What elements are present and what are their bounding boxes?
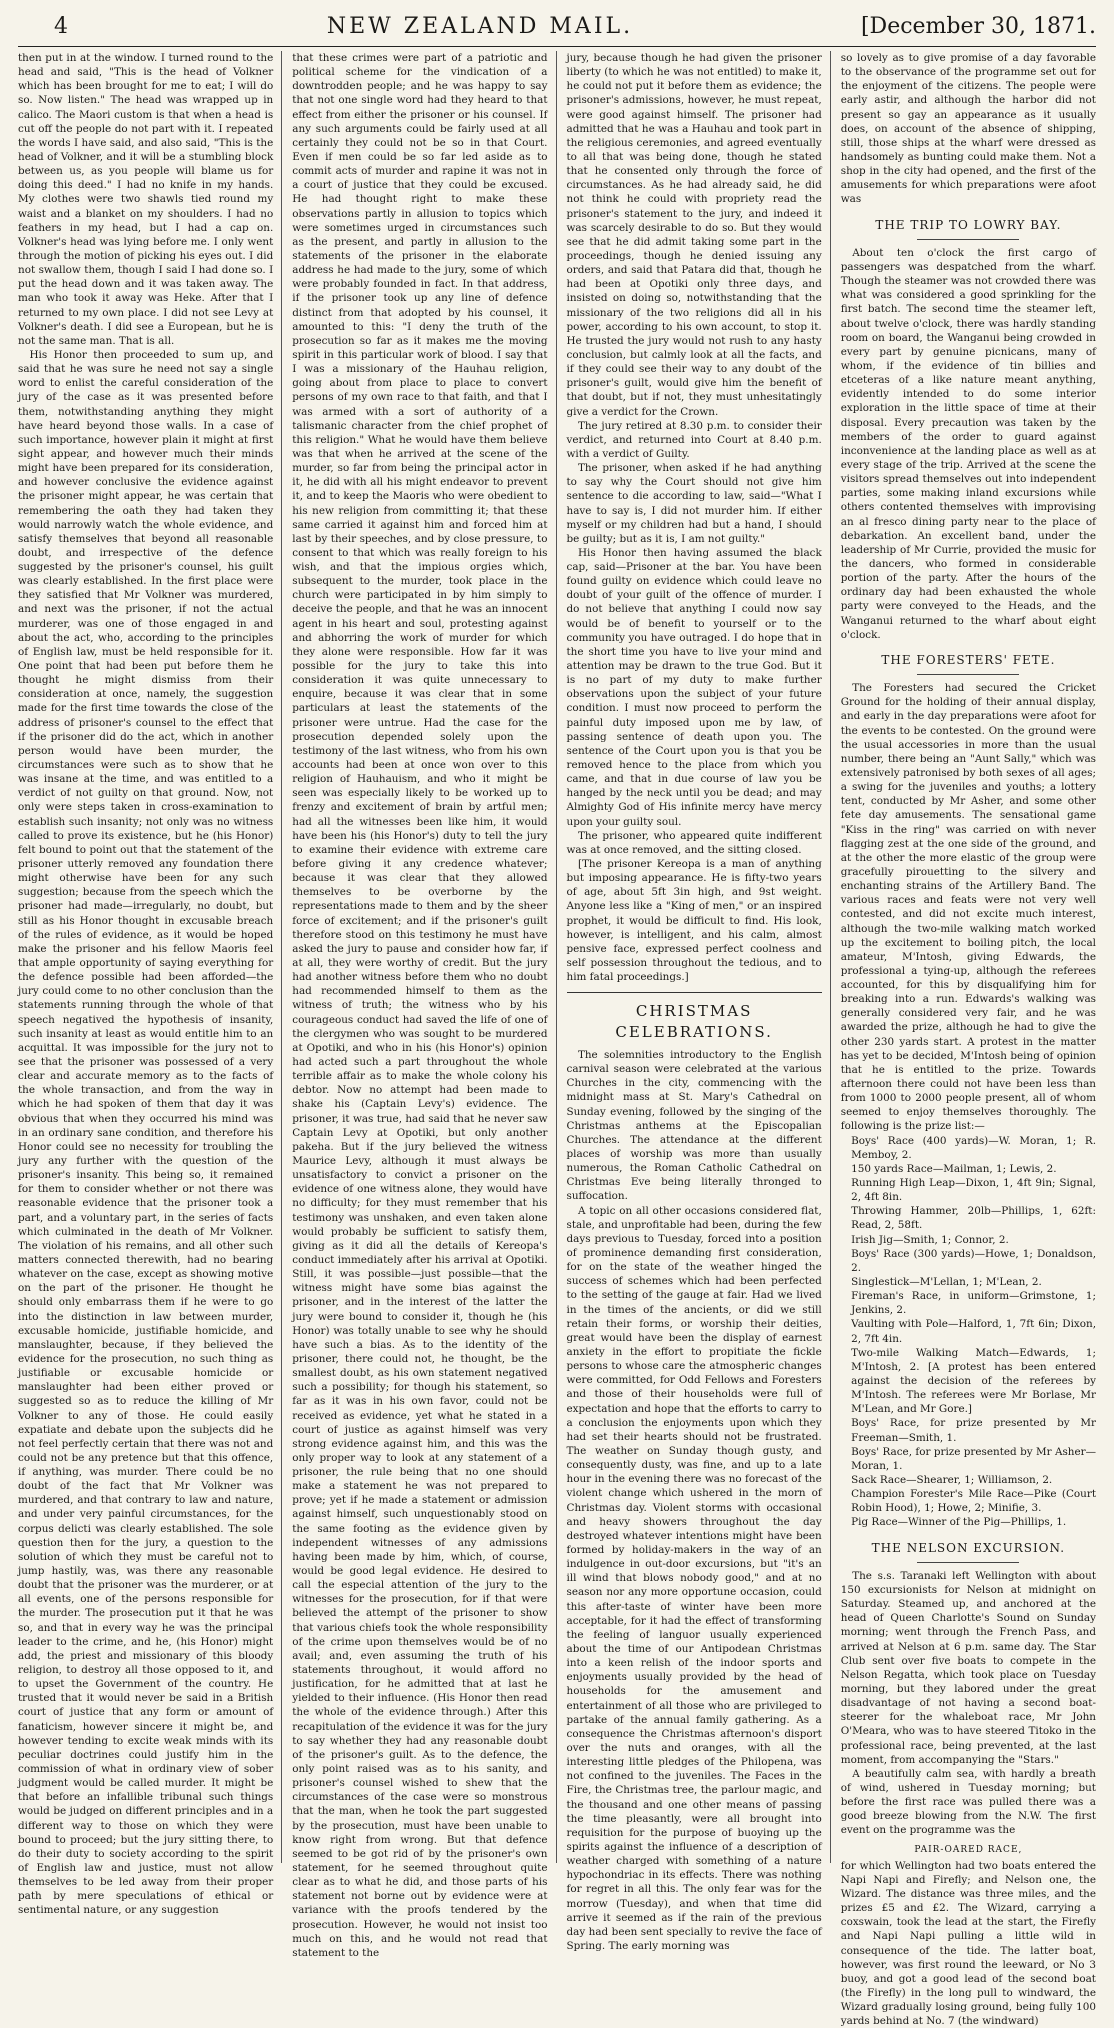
article-paragraph: that these crimes were part of a patriotic and political scheme for the vindication of a downtrodden people; and he was happy to say that not one single word had they heard to that effect from either the prisoner or his counsel. If any such arguments could be fairly used at all certainly they could not be so in that Court. Even if men could be so far led aside as to commit acts of murder and rapine it was not in a court of justice that they could be excused. He had thought right to make these observations partly in allusion to topics which were sometimes urged in circumstances such as the present, and partly in allusion to the statements of the prisoner in the elaborate address he had made to the jury, some of which were probably founded in fact. In that address, if the prisoner took up any line of defence distinct from that adopted by his counsel, it amounted to this: "I deny the truth of the prosecution so far as it makes me the moving spirit in this particular work of blood. I say that I was a missionary of the Hauhau religion, going about from place to place to convert persons of my own race to that faith, and that I was armed with a sort of authority of a talismanic character from the chief prophet of this religion." What he would have them believe was that when he arrived at the scene of the murder, so far from being the principal actor in it, he did with all his might endeavor to prevent it, and to keep the Maoris who were obedient to his new religion from committing it; that these same carried it against him and forced him at last by their speeches, and by close pressure, to consent to that which was really foreign to his wish, and that the impious orgies which, subsequent to the murder, took place in the church were participated in by him simply to deceive the people, and that he was an innocent agent in his heart and soul, protesting against and abhorring the work of murder for which they alone were responsible. How far it was possible for the jury to take this into consideration it was quite unnecessary to enquire, because it was clear that in some particulars at least the statements of the prisoner were untrue. Had the case for the prosecution depended solely upon the testimony of the last witness, who from his own accounts had been at once won over to this religion of Hauhauism, and who it might be seen was especially likely to be worked up to frenzy and excitement of brain by artful men; had all the witnesses been like him, it would have been his (his Honor's) duty to tell the jury to examine their evidence with extreme care before giving it any credence whatever; because it was clear that they allowed themselves to be overborne by the representations made to them and by the sheer force of excitement; and if the prisoner's guilt therefore stood on this testimony he must have asked the jury to pause and consider how far, if at all, they were worthy of credit. But the jury had another witness before them who no doubt had recommended himself to them as the witness of truth; the witness who by his courageous conduct had saved the life of one of the clergymen who was sought to be murdered at Opotiki, and who in his (his Honor's) opinion had acted such a part throughout the whole terrible affair as to make the whole colony his debtor. Now no attempt had been made to shake his (Captain Levy's) evidence. The prisoner, it was true, had said that he never saw Captain Levy at Opotiki, but only another pakeha. But if the jury believed the witness Maurice Levy, although it must always be unsatisfactory to convict a prisoner on the evidence of one witness alone, they would have no difficulty; for they must remember that his testimony was unshaken, and even taken alone would probably be sufficient to satisfy them, giving as it did all the details of Kereopa's conduct immediately after his arrival at Opotiki. Still, it was possible—just possible—that the witness might have some bias against the prisoner, and in the interest of the latter the jury were bound to consider it, though he (his Honor) was totally unable to see why he should have such a bias. As to the identity of the prisoner, there could not, he thought, be the smallest doubt, as his own statement negatived such a possibility; for though his statement, so far as it was in his own favor, could not be received as evidence, yet what he stated in a court of justice as against himself was very strong evidence against him, and this was the only proper way to look at any statement of a prisoner, the rule being that no one should make a statement he was not prepared to prove; yet if he made a statement or admission against himself, such unquestionably stood on the same footing as the evidence given by independent witnesses of any admissions having been made by him, which, of course, would be good legal evidence. He desired to call the especial attention of the jury to the witnesses for the prosecution, for if that were believed the attempt of the prisoner to show that various chiefs took the whole responsibility of the crime upon themselves would be of no avail; and, even assuming the truth of his statements throughout, it would afford no justification, for he admitted that at last he yielded to their influence. (His Honor then read the whole of the evidence through.) After this recapitulation of the evidence it was for the jury to say whether they had any reasonable doubt of the prisoner's guilt. As to the defence, the only point raised was as to his sanity, and prisoner's counsel wished to shew that the circumstances of the case were so monstrous that the man, when he took the part suggested by the prosecution, must have been unable to know right from wrong. But that defence seemed to be got rid of by the prisoner's own statement, for he seemed throughout quite clear as to what he did, and those parts of his statement not borne out by evidence were at variance with the proofs tendered by the prosecution. However, he would not insist too much on this, and he would not read that statement to the bbox=[292, 52, 548, 1959]
prize-list-entry: Boys' Race (400 yards)—W. Moran, 1; R. Memboy, 2. bbox=[851, 1134, 1096, 1161]
prize-list-entry: Pig Race—Winner of the Pig—Phillips, 1. bbox=[851, 1516, 1067, 1529]
prize-list-entry: Irish Jig—Smith, 1; Connor, 2. bbox=[851, 1233, 1009, 1246]
article-paragraph: for which Wellington had two boats entered the Napi Napi and Firefly; and Nelson one, the Wizard. The distance was three miles, and the prizes £5 and £2. The Wizard, carrying a coxswain, took the lead at the start, the Firefly and Napi Napi pulling a little wild in consequence of the tide. The latter boat, however, was first round the leeward, or No 3 buoy, and got a good lead of the second boat (the Firefly) in the long pull to windward, the Wizard gradually losing ground, being fully 100 yards behind at No. 7 (the windward) bbox=[840, 1859, 1096, 2028]
article-paragraph: His Honor then proceeded to sum up, and said that he was sure he need not say a single word to enlist the careful consideration of the jury of the case as it was presented before them, notwithstanding anything they might have heard beyond those walls. In a case of such importance, however plain it might at first sight appear, and however much their minds might have been prepared for its consideration, and however conclusive the evidence against the prisoner might appear, he was certain that remembering the oath they had taken they would narrowly watch the whole evidence, and satisfy themselves that beyond all reasonable doubt, and irrespective of the defence suggested by the prisoner's counsel, his guilt was clearly established. In the first place were they satisfied that Mr Volkner was murdered, and next was the prisoner, if not the actual murderer, was one of those engaged in and about the act, who, according to the principles of English law, must be held responsible for it. One point that had been put before them he thought he might dismiss from their consideration at once, namely, the suggestion made for the first time towards the close of the address of prisoner's counsel to the effect that if the prisoner did do the act, which in another person would have been murder, the circumstances were such as to show that he was insane at the time, and was entitled to a verdict of not guilty on that ground. Now, not only were steps taken in cross-examination to establish such insanity; not only was no witness called to prove its existence, but he (his Honor) felt bound to point out that the statement of the prisoner utterly removed any foundation there might otherwise have been for any such suggestion; because from the speech which the prisoner had made—irregularly, no doubt, but still as his Honor thought in excusable breach of the rules of evidence, as it would be hoped make the prisoner and his fellow Maoris feel that ample opportunity of saying everything for the defence possible had been afforded—the jury could come to no other conclusion than the statements running through the whole of that speech negatived the hypothesis of insanity, such insanity at least as would entitle him to an acquittal. It was impossible for the jury not to see that the prisoner was possessed of a very clear and accurate memory as to the facts of the whole transaction, and from the way in which he had spoken of them that day it was obvious that when they occurred his mind was in an ordinary sane condition, and therefore his Honor could see no necessity for troubling the jury any further with the question of the prisoner's insanity. This being so, it remained for them to consider whether or not there was reasonable evidence that the prisoner took a part, and a voluntary part, in the series of facts which culminated in the death of Mr Volkner. The violation of his remains, and all other such matters connected therewith, had no bearing whatever on the case, except as showing motive on the part of the prisoner. He thought he should only embarrass them if he were to go into the distinction in law between murder, excusable homicide, justifiable homicide, and manslaughter, because, if they believed the evidence for the prosecution, no such thing as justifiable or excusable homicide or manslaughter had been either proved or suggested so as to reduce the killing of Mr Volkner to any of those. He could easily expatiate and debate upon the subjects did he not feel perfectly certain that there was not and could not be any pretence but that this offence, if anything, was murder. There could be no doubt of the fact that Mr Volkner was murdered, and that contrary to law and nature, and under very painful circumstances, for the corpus delicti was clearly established. The sole question then for the jury, a question to the solution of which they must be careful not to jump hastily, was, was there any reasonable doubt that the prisoner was the murderer, or at all events, one of the persons responsible for the murder. The prosecution put it that he was so, and that in every way he was the principal leader to the crime, and he, (his Honor) might add, the priest and missionary of this bloody religion, to destroy all those opposed to it, and to upset the Government of the country. He trusted that it would never be said in a British court of justice that any form or amount of fanaticism, however sincere it might be, and however tending to excite weak minds with its peculiar doctrines could justify him in the commission of what in ordinary view of sober judgment would be called murder. It might be that before an infallible tribunal such things would be judged on different principles and in a different way to those on which they were bound to proceed; but the jury sitting there, to do their duty to society according to the spirit of English law and justice, must not allow themselves to be led away from their proper path by mere speculations of ethical or sentimental nature, or any suggestion bbox=[18, 348, 274, 1917]
newspaper-title: NEW ZEALAND MAIL. bbox=[326, 14, 634, 39]
article-columns bbox=[18, 51, 1096, 2028]
section-heading: THE TRIP TO LOWRY BAY. bbox=[875, 217, 1062, 232]
page-number: 4 bbox=[54, 14, 68, 39]
heading-rule bbox=[917, 239, 1019, 240]
prize-list-entry: 150 yards Race—Mailman, 1; Lewis, 2. bbox=[851, 1162, 1057, 1175]
article-paragraph: The prisoner, who appeared quite indifferent was at once removed, and the sitting closed. bbox=[566, 829, 822, 856]
prize-list-entry: Throwing Hammer, 20lb—Phillips, 1, 62ft: Read, 2, 58ft. bbox=[851, 1205, 1096, 1232]
prize-list-entry: Running High Leap—Dixon, 1, 4ft 9in; Signal, 2, 4ft 8in. bbox=[851, 1177, 1096, 1204]
section-heading: CHRISTMAS CELEBRATIONS. bbox=[567, 992, 822, 1042]
prize-list-entry: Boys' Race (300 yards)—Howe, 1; Donaldson, 2. bbox=[851, 1247, 1096, 1274]
article-paragraph: The s.s. Taranaki left Wellington with about 150 excursionists for Nelson at midnight on Saturday. Steamed up, and anchored at the head of Queen Charlotte's Sound on Sunday morning; went through the French Pass, and arrived at Nelson at 6 p.m. same day. The Star Club sent over five boats to compete in the Nelson Regatta, which took place on Tuesday morning, but they labored under the great disadvantage of not having a second boat-steerer for the whaleboat race, Mr John O'Meara, who was to have steered Titoko in the professional race, being prevented, at the last moment, from accompanying the "Stars." bbox=[840, 1569, 1096, 1766]
column-4 bbox=[840, 51, 1096, 2028]
heading-rule bbox=[917, 674, 1019, 675]
article-paragraph: The jury retired at 8.30 p.m. to consider their verdict, and returned into Court at 8.40 p.m. with a verdict of Guilty. bbox=[566, 419, 822, 460]
article-paragraph: The solemnities introductory to the English carnival season were celebrated at the various Churches in the city, commencing with the midnight mass at St. Mary's Cathedral on Sunday evening, followed by the singing of the Christmas anthems at the Episcopalian Churches. The attendance at the different places of worship was more than usually numerous, the Roman Catholic Cathedral on Christmas Eve being literally thronged to suffocation. bbox=[566, 1049, 822, 1203]
article-paragraph: jury, because though he had given the prisoner liberty (to which he was not entitled) to make it, he could not put it before them as evidence; the prisoner's admissions, however, he must repeat, were good against himself. The prisoner had admitted that he was a Hauhau and took part in the religious ceremonies, and agreed eventually to all that was being done, though he stated that he consented only through the force of circumstances. As he had already said, he did not think he could with propriety read the prisoner's statement to the jury, and indeed it was scarcely desirable to do so. But they would see that he did admit taking some part in the proceedings, though he denied issuing any orders, and said that Patara did that, though he had been at Opotiki only three days, and insisted on doing so, notwithstanding that the missionary of the two religions did all in his power, according to his own account, to stop it. He trusted the jury would not rush to any hasty conclusion, but calmly look at all the facts, and if they could see their way to any doubt of the prisoner's guilt, would give him the benefit of that doubt, but if not, they must unhesitatingly give a verdict for the Crown. bbox=[566, 52, 822, 418]
section-heading: THE NELSON EXCURSION. bbox=[871, 1540, 1066, 1555]
prize-list-entry: Boys' Race, for prize presented by Mr Asher—Moran, 1. bbox=[851, 1445, 1096, 1472]
article-paragraph: A topic on all other occasions considered flat, stale, and unprofitable had been, during the few days previous to Tuesday, forced into a position of prominence demanding first consideration, for on the state of the weather hinged the success of schemes which had been perfected to the setting of the gauge at fair. Had we lived in the times of the ancients, or did we still retain their forms, or worship their deities, great would have been the display of earnest anxiety in the effort to propitiate the fickle persons to whose care the atmospheric changes were committed, for Odd Fellows and Foresters and those of their households were full of expectation and hope that the efforts to carry to a conclusion the enjoyments upon which they had set their hearts should not be frustrated. The weather on Sunday though gusty, and consequently dusty, was fine, and up to a late hour in the evening there was no forecast of the violent change which ushered in the morn of Christmas day. Violent storms with occasional and heavy showers throughout the day destroyed whatever intentions might have been formed by holiday-makers in the way of an indulgence in out-door excursions, but "it's an ill wind that blows nobody good," and at no season nor any more opportune occasion, could this after-taste of winter have been more acceptable, for it had the effect of transforming the feeling of languor usually experienced about the time of our Antipodean Christmas into a keen relish of the indoor sports and enjoyments usually provided by the head of households for the amusement and entertainment of all those who are privileged to partake of the annual family gathering. As a consequence the Christmas afternoon's disport over the nuts and oranges, with all the interesting little pledges of the Philopena, was not confined to the juveniles. The Faces in the Fire, the Christmas tree, the parlour magic, and the thousand and one other means of passing the time pleasantly, were all brought into requisition for the purpose of buoying up the spirits against the influence of a description of weather charged with something of a nature hypochondriac in its effects. There was nothing for regret in all this. The only fear was for the morrow (Tuesday), and when that time did arrive it seemed as if the rain of the previous day had been sent specially to revive the face of Spring. The early morning was bbox=[566, 1204, 822, 1952]
prize-list-entry: Vaulting with Pole—Halford, 1, 7ft 6in; Dixon, 2, 7ft 4in. bbox=[851, 1318, 1096, 1345]
article-paragraph: The prisoner, when asked if he had anything to say why the Court should not give him sentence to die according to law, said—"What I have to say is, I did not murder him. If either myself or my children had but a hand, I should be guilty; but as it is, I am not guilty." bbox=[566, 462, 822, 545]
column-3 bbox=[566, 51, 831, 1952]
prize-list-entry: Sack Race—Shearer, 1; Williamson, 2. bbox=[851, 1473, 1053, 1486]
article-paragraph: so lovely as to give promise of a day favorable to the observance of the programme set out for the enjoyment of the citizens. The people were early astir, and although the harbor did not present so gay an appearance as it usually does, on account of the absence of shipping, still, those ships at the wharf were dressed as handsomely as bunting could make them. Not a shop in the city had opened, and the first of the amusements for which preparations were afoot was bbox=[840, 52, 1096, 206]
prize-list-entry: Fireman's Race, in uniform—Grimstone, 1; Jenkins, 2. bbox=[851, 1290, 1096, 1317]
column-1 bbox=[18, 51, 282, 1917]
article-paragraph: then put in at the window. I turned round to the head and said, "This is the head of Volkner which has been brought for me to eat; I will do so. Now listen." The head was wrapped up in calico. The Maori custom is that when a head is cut off the people do not part with it. I repeated the words I have said, and also said, "This is the head of Volkner, and it will be a stumbling block between us, as you people will blame us for doing this deed." I had no knife in my hands. My clothes were two shawls tied round my waist and a blanket on my shoulders. I had no feathers in my head, but I had a cap on. Volkner's head was lying before me. I only went through the motion of picking his eyes out. I did not swallow them, though I said I had done so. I put the head down and it was taken away. The man who took it away was Heke. After that I returned to my own place. I did not see Levy at Volkner's death. I did see a European, but he is not the same man. That is all. bbox=[18, 52, 274, 347]
article-paragraph: A beautifully calm sea, with hardly a breath of wind, ushered in Tuesday morning; but before the first race was pulled there was a good breeze blowing from the N.W. The first event on the programme was the bbox=[840, 1767, 1096, 1837]
prize-list-entry: Boys' Race, for prize presented by Mr Freeman—Smith, 1. bbox=[851, 1417, 1096, 1444]
prize-list-entry: Two-mile Walking Match—Edwards, 1; M'Intosh, 2. [A protest has been entered against the decision of the referees by M'Intosh. The referees were Mr Borlase, Mr M'Lean, and Mr Gore.] bbox=[851, 1346, 1096, 1416]
article-paragraph: About ten o'clock the first cargo of passengers was despatched from the wharf. Though the steamer was not crowded there was what was considered a good sprinkling for the first batch. The second time the steamer left, about twelve o'clock, there was hardly standing room on board, the Wanganui being crowded in every part by genuine picnicans, many of whom, if the evidence of tin billies and etceteras of a like nature meant anything, evidently intended to do some interior exploration in the little space of time at their disposal. Every precaution was taken by the members of the order to guard against inconvenience at the landing place as well as at every stage of the trip. Arrived at the scene the visitors spread themselves out into independent parties, some making inland excursions while others contented themselves with improvising an al fresco dining party near to the place of debarkation. An excellent band, under the leadership of Mr Currie, provided the music for the dancers, who formed in considerable portion of the party. After the hours of the ordinary day had been exhausted the whole party were conveyed to the Heads, and the Wanganui returned to the wharf about eight o'clock. bbox=[840, 246, 1096, 641]
prize-list-entry: Singlestick—M'Lellan, 1; M'Lean, 2. bbox=[851, 1276, 1042, 1289]
article-paragraph: His Honor then having assumed the black cap, said—Prisoner at the bar. You have been found guilty on evidence which could leave no doubt of your guilt of the offence of murder. I do not believe that anything I could now say would be of benefit to yourself or to the community you have outraged. I do hope that in the short time you have to live your mind and attention may be drawn to the true God. But it is no part of my duty to make further observations upon the subject of your future condition. I must now proceed to perform the painful duty imposed upon me by law, of passing sentence of death upon you. The sentence of the Court upon you is that you be removed hence to the place from which you came, and that in due course of law you be hanged by the neck until you be dead; and may Almighty God of His infinite mercy have mercy upon your guilty soul. bbox=[566, 546, 822, 828]
subheading: PAIR-OARED RACE, bbox=[914, 1844, 1023, 1855]
prize-list-entry: Champion Forester's Mile Race—Pike (Court Robin Hood), 1; Howe, 2; Minifie, 3. bbox=[851, 1488, 1096, 1515]
article-paragraph: [The prisoner Kereopa is a man of anything but imposing appearance. He is fifty-two years of age, about 5ft 3in high, and 9st weight. Anyone less like a "King of men," or an inspired prophet, it would be difficult to find. His look, however, is intelligent, and his calm, almost pensive face, expressed perfect coolness and self possession throughout the tedious, and to him fatal proceedings.] bbox=[566, 858, 822, 984]
column-2 bbox=[292, 51, 556, 1959]
heading-rule bbox=[917, 1562, 1019, 1563]
issue-date: [December 30, 1871. bbox=[860, 14, 1096, 39]
section-heading: THE FORESTERS' FETE. bbox=[881, 652, 1056, 667]
article-paragraph: The Foresters had secured the Cricket Ground for the holding of their annual display, and early in the day preparations were afoot for the events to be contested. On the ground were the usual accessories in more than the usual number, there being an "Aunt Sally," which was extensively patronised by both sexes of all ages; a swing for the juveniles and youths; a lottery tent, conducted by Mr Asher, and some other fete day amusements. The sensational game "Kiss in the ring" was carried on with never flagging zest at the one side of the ground, and at the other the more elastic of the group were gracefully pirouetting to the silvery and enchanting strains of the Artillery Band. The various races and feats were not very well contested, and did not excite much interest, although the two-mile walking match worked up the excitement to boiling pitch, the local amateur, M'Intosh, giving Edwards, the professional a tying-up, although the referees accounted, for this by disqualifying him for breaking into a run. Edwards's walking was generally considered very fair, and he was awarded the prize, although he had to give the other 230 yards start. A protest in the matter has yet to be decided, M'Intosh being of opinion that he is entitled to the prize. Towards afternoon there could not have been less than from 1000 to 2000 people present, all of whom seemed to enjoy themselves thoroughly. The following is the prize list:— bbox=[840, 682, 1096, 1133]
masthead bbox=[18, 14, 1096, 47]
